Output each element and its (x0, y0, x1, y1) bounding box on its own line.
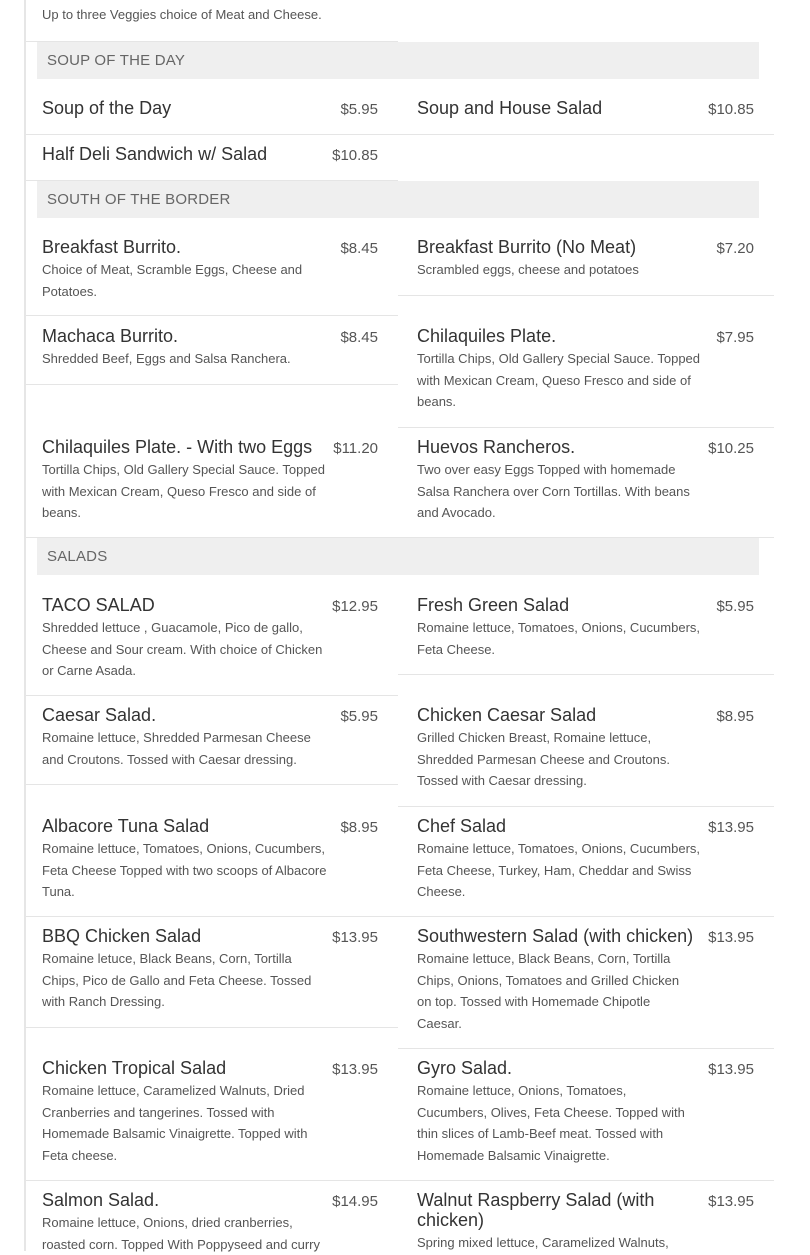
item-description: Romaine lettuce, Tomatoes, Onions, Cucumbers, Feta Cheese Topped with two scoops of Albacore Tuna. (42, 841, 327, 900)
menu-item-chicken-tropical-salad[interactable] (26, 1058, 398, 1181)
menu-item-bbq-chicken-salad[interactable] (26, 926, 398, 1028)
item-name: Chicken Caesar Salad (417, 705, 597, 725)
item-name: Breakfast Burrito. (42, 237, 182, 257)
item-price: $5.95 (340, 708, 378, 725)
menu-item-caesar-salad[interactable] (26, 705, 398, 785)
item-price: $7.95 (716, 329, 754, 346)
menu-item-chicken-caesar-salad[interactable] (398, 705, 774, 807)
section-header-salads: SALADS (37, 538, 759, 575)
item-price: $13.95 (708, 1061, 754, 1078)
menu-item-soup-house-salad[interactable] (398, 98, 774, 135)
item-name: Chilaquiles Plate. - With two Eggs (42, 437, 313, 457)
item-description: Romaine lettuce, Tomatoes, Onions, Cucumbers, Feta Cheese. (417, 620, 701, 657)
item-name: Gyro Salad. (417, 1058, 513, 1078)
menu-item-partial[interactable] (26, 0, 398, 42)
menu-item-albacore-tuna-salad[interactable] (26, 816, 398, 917)
item-price: $13.95 (708, 929, 754, 946)
item-name: Machaca Burrito. (42, 326, 179, 346)
menu-item-salmon-salad[interactable] (26, 1190, 398, 1251)
item-description: Spring mixed lettuce, Caramelized Walnuts, (417, 1235, 669, 1250)
item-price: $5.95 (340, 101, 378, 118)
menu-item-huevos-rancheros[interactable] (398, 437, 774, 538)
item-description: Shredded lettuce , Guacamole, Pico de gallo, Cheese and Sour cream. With choice of Chicken or Carne Asada. (42, 620, 323, 679)
menu-item-taco-salad[interactable] (26, 595, 398, 696)
item-description: Two over easy Eggs Topped with homemade Salsa Ranchera over Corn Tortillas. With beans and Avocado. (417, 462, 690, 521)
item-name: Salmon Salad. (42, 1190, 160, 1210)
menu-item-chilaquiles-two-eggs[interactable] (26, 437, 398, 538)
item-price: $8.45 (340, 329, 378, 346)
item-price: $7.20 (716, 240, 754, 257)
item-name: Caesar Salad. (42, 705, 157, 725)
menu-item-breakfast-burrito-no-meat[interactable] (398, 237, 774, 296)
item-price: $8.45 (340, 240, 378, 257)
item-price: $13.95 (332, 929, 378, 946)
item-name: Walnut Raspberry Salad (with chicken) (417, 1190, 655, 1230)
item-description: Romaine letuce, Black Beans, Corn, Tortilla Chips, Pico de Gallo and Feta Cheese. Tossed with Ranch Dressing. (42, 951, 312, 1010)
item-description: Romaine lettuce, Caramelized Walnuts, Dried Cranberries and tangerines. Tossed with Homemade Balsamic Vinaigrette. Topped with Feta cheese. (42, 1083, 308, 1163)
item-description: Romaine lettuce, Tomatoes, Onions, Cucumbers, Feta Cheese, Turkey, Ham, Cheddar and Swiss Cheese. (417, 841, 701, 900)
menu-item-walnut-raspberry-salad[interactable] (398, 1190, 774, 1251)
item-description: Tortilla Chips, Old Gallery Special Sauce. Topped with Mexican Cream, Queso Fresco and side of beans. (42, 462, 326, 521)
item-price: $10.85 (708, 101, 754, 118)
item-price: $12.95 (332, 598, 378, 615)
item-description: Choice of Meat, Scramble Eggs, Cheese and Potatoes. (42, 262, 303, 299)
item-price: $5.95 (716, 598, 754, 615)
item-name: Southwestern Salad (with chicken) (417, 926, 694, 946)
item-price: $10.85 (332, 147, 378, 164)
item-name: Soup and House Salad (417, 98, 603, 118)
item-price: $11.20 (333, 440, 378, 457)
item-description: Scrambled eggs, cheese and potatoes (417, 262, 639, 277)
menu-item-soup-of-the-day[interactable] (26, 98, 398, 135)
menu-item-machaca-burrito[interactable] (26, 326, 398, 385)
item-name: Breakfast Burrito (No Meat) (417, 237, 637, 257)
item-price: $13.95 (332, 1061, 378, 1078)
item-description: Up to three Veggies choice of Meat and Cheese. (42, 7, 322, 22)
item-name: Chicken Tropical Salad (42, 1058, 227, 1078)
item-description: Tortilla Chips, Old Gallery Special Sauce. Topped with Mexican Cream, Queso Fresco and side of beans. (417, 351, 701, 410)
menu-item-chef-salad[interactable] (398, 816, 774, 917)
item-price: $14.95 (332, 1193, 378, 1210)
item-name: Soup of the Day (42, 98, 172, 118)
item-price: $13.95 (708, 1193, 754, 1210)
menu-item-gyro-salad[interactable] (398, 1058, 774, 1181)
item-description: Shredded Beef, Eggs and Salsa Ranchera. (42, 351, 291, 366)
item-price: $13.95 (708, 819, 754, 836)
item-name: TACO SALAD (42, 595, 155, 615)
item-name: BBQ Chicken Salad (42, 926, 202, 946)
item-name: Chef Salad (417, 816, 507, 836)
item-name: Albacore Tuna Salad (42, 816, 210, 836)
item-name: Chilaquiles Plate. (417, 326, 557, 346)
item-description: Romaine lettuce, Shredded Parmesan Cheese and Croutons. Tossed with Caesar dressing. (42, 730, 311, 767)
item-name: Half Deli Sandwich w/ Salad (42, 144, 268, 164)
menu-item-chilaquiles-plate[interactable] (398, 326, 774, 428)
menu-item-fresh-green-salad[interactable] (398, 595, 774, 675)
item-name: Fresh Green Salad (417, 595, 570, 615)
menu-item-half-deli-sandwich[interactable] (26, 144, 398, 181)
section-header-south-of-border: SOUTH OF THE BORDER (37, 181, 759, 218)
menu-item-southwestern-salad[interactable] (398, 926, 774, 1049)
item-price: $8.95 (340, 819, 378, 836)
item-description: Romaine lettuce, Onions, Tomatoes, Cucumbers, Olives, Feta Cheese. Topped with thin slices of Lamb-Beef meat. Tossed with Homemade Balsamic Vinaigrette. (417, 1083, 685, 1163)
item-description: Grilled Chicken Breast, Romaine lettuce, Shredded Parmesan Cheese and Croutons. Tossed with Caesar dressing. (417, 730, 670, 789)
menu-item-breakfast-burrito[interactable] (26, 237, 398, 316)
item-price: $10.25 (708, 440, 754, 457)
item-description: Romaine lettuce, Black Beans, Corn, Tortilla Chips, Onions, Tomatoes and Grilled Chicken on top. Tossed with Homemade Chipotle Caesar. (417, 951, 680, 1031)
item-name: Huevos Rancheros. (417, 437, 576, 457)
section-header-soup: SOUP OF THE DAY (37, 42, 759, 79)
item-price: $8.95 (716, 708, 754, 725)
item-description: Romaine lettuce, Onions, dried cranberries, roasted corn. Topped With Poppyseed and curry (42, 1215, 320, 1252)
